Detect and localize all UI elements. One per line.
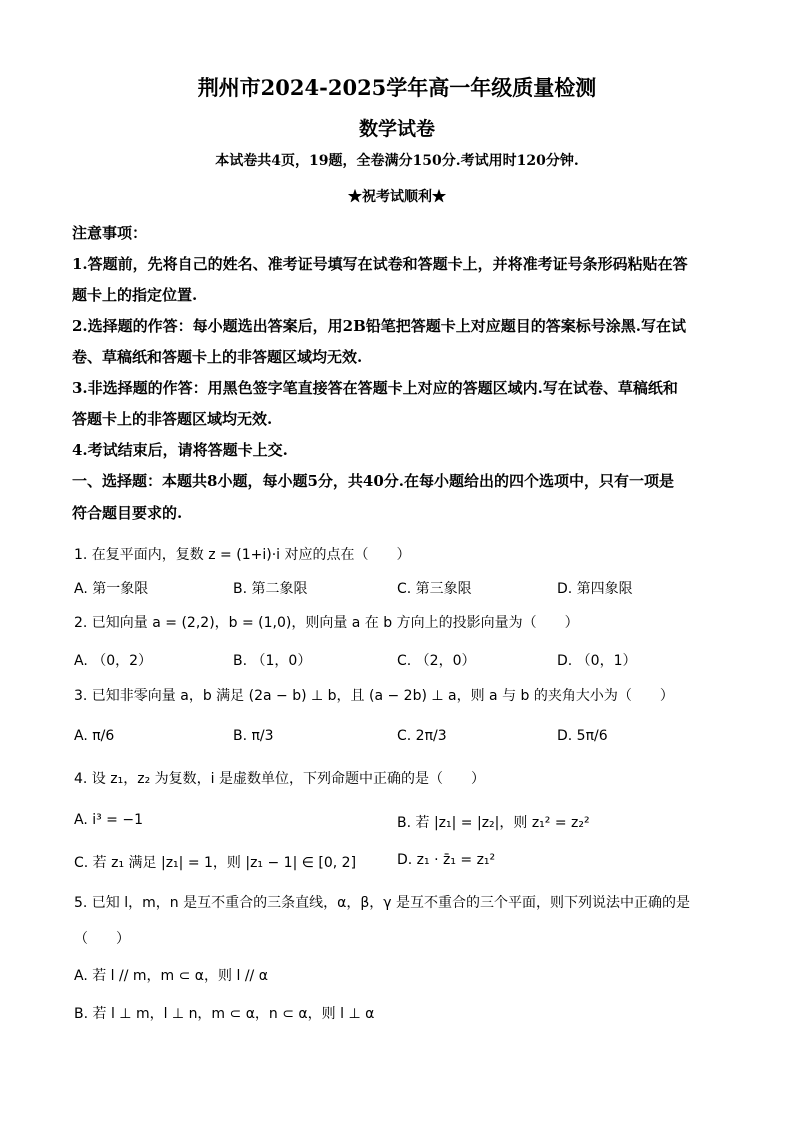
- question-5-stem: 5. 已知 l，m，n 是互不重合的三条直线，α，β，γ 是互不重合的三个平面，则下列说法中正确的是: [74, 895, 691, 911]
- question-2-stem: 2. 已知向量 a = (2,2)，b = (1,0)，则向量 a 在 b 方向上的投影向量为（ ）: [74, 615, 579, 631]
- question-5-stem-cont: （ ）: [74, 931, 130, 947]
- q4-option-d: D. z₁ · z̄₁ = z₁²: [397, 852, 496, 868]
- notice-line: 答题卡上的非答题区域均无效.: [72, 410, 273, 428]
- exam-note: 本试卷共4页，19题，全卷满分150分.考试用时120分钟.: [215, 153, 579, 169]
- q3-option-c: C. 2π/3: [397, 728, 447, 744]
- q4-option-a: A. i³ = −1: [74, 812, 144, 828]
- notice-heading: 注意事项：: [72, 224, 148, 242]
- question-4-stem: 4. 设 z₁，z₂ 为复数，i 是虚数单位，下列命题中正确的是（ ）: [74, 771, 485, 787]
- q2-option-c: C. （2，0）: [397, 653, 476, 669]
- blessing: ★祝考试顺利★: [348, 189, 446, 205]
- notice-line: 卷、草稿纸和答题卡上的非答题区域均无效.: [72, 348, 363, 366]
- q4-option-b: B. 若 |z₁| = |z₂|，则 z₁² = z₂²: [397, 815, 590, 831]
- q1-option-a: A. 第一象限: [74, 581, 149, 597]
- section-heading: 一、选择题：本题共8小题，每小题5分，共40分.在每小题给出的四个选项中，只有一项是: [72, 472, 674, 490]
- q1-option-c: C. 第三象限: [397, 581, 472, 597]
- q3-option-d: D. 5π/6: [557, 728, 608, 744]
- q4-option-c: C. 若 z₁ 满足 |z₁| = 1，则 |z₁ − 1| ∈ [0, 2]: [74, 855, 357, 871]
- q2-option-a: A. （0，2）: [74, 653, 153, 669]
- question-3-stem: 3. 已知非零向量 a，b 满足 (2a − b) ⊥ b，且 (a − 2b) ⊥ a，则 a 与 b 的夹角大小为（ ）: [74, 688, 674, 704]
- notice-line: 4.考试结束后，请将答题卡上交.: [72, 441, 288, 459]
- exam-subtitle: 数学试卷: [358, 118, 435, 140]
- notice-line: 题卡上的指定位置.: [72, 286, 198, 304]
- question-1-stem: 1. 在复平面内，复数 z = (1+i)·i 对应的点在（ ）: [74, 547, 411, 563]
- q2-option-b: B. （1，0）: [233, 653, 312, 669]
- section-heading-cont: 符合题目要求的.: [72, 504, 183, 522]
- q1-option-b: B. 第二象限: [233, 581, 308, 597]
- q2-option-d: D. （0，1）: [557, 653, 637, 669]
- q5-option-b: B. 若 l ⊥ m，l ⊥ n，m ⊂ α，n ⊂ α，则 l ⊥ α: [74, 1006, 375, 1022]
- q1-option-d: D. 第四象限: [557, 581, 633, 597]
- exam-title: 荆州市2024-2025学年高一年级质量检测: [197, 75, 597, 100]
- notice-line: 2.选择题的作答：每小题选出答案后，用2B铅笔把答题卡上对应题目的答案标号涂黑.写在试: [72, 317, 687, 335]
- q3-option-b: B. π/3: [233, 728, 274, 744]
- q3-option-a: A. π/6: [74, 728, 115, 744]
- notice-line: 1.答题前，先将自己的姓名、准考证号填写在试卷和答题卡上，并将准考证号条形码粘贴在答: [72, 255, 688, 273]
- q5-option-a: A. 若 l // m，m ⊂ α，则 l // α: [74, 968, 268, 984]
- notice-line: 3.非选择题的作答：用黑色签字笔直接答在答题卡上对应的答题区域内.写在试卷、草稿纸和: [72, 379, 678, 397]
